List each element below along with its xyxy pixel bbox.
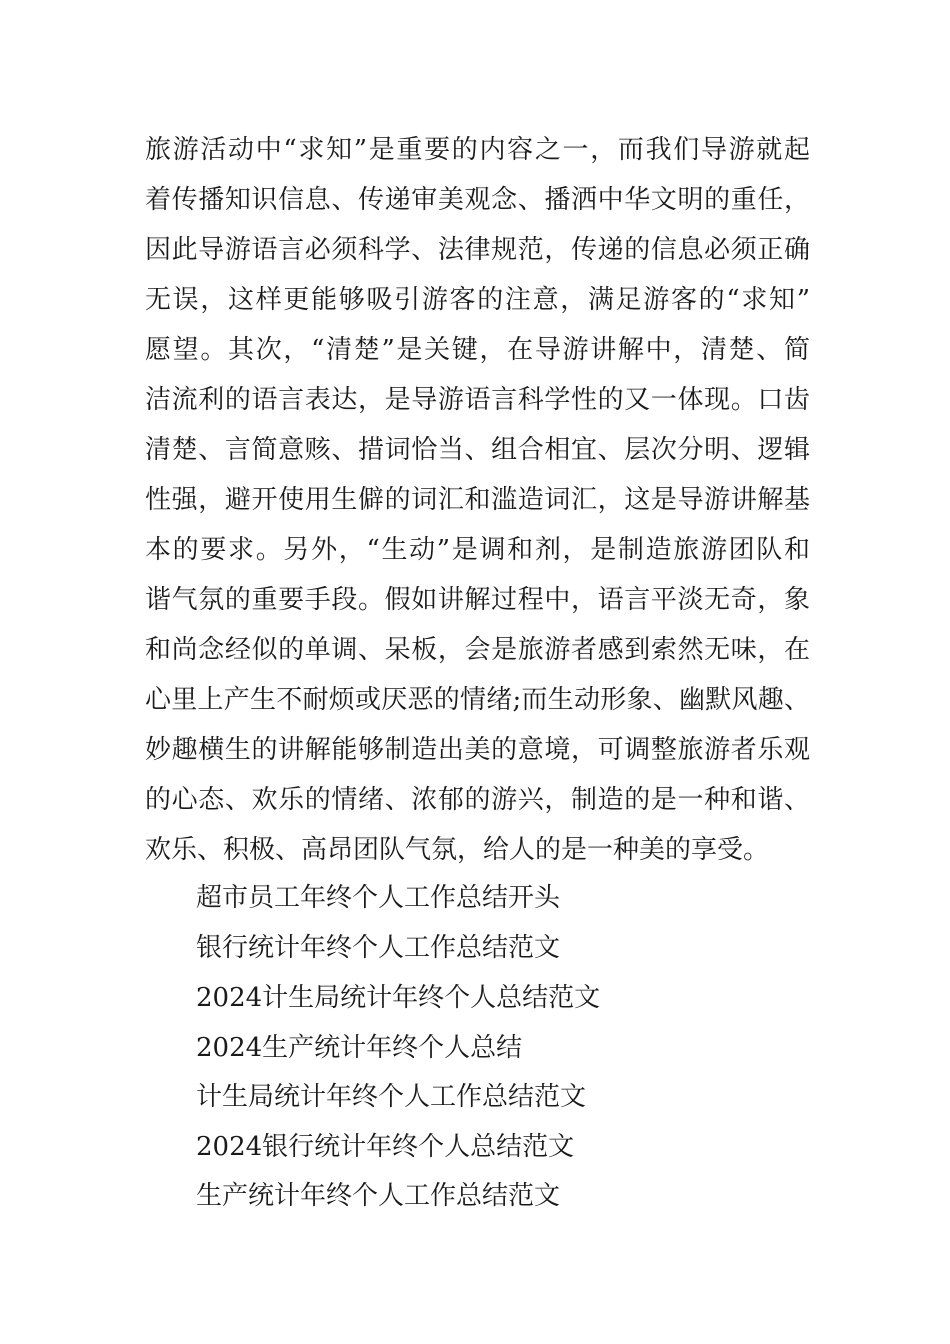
paragraph-line: 欢乐、积极、高昂团队气氛，给人的是一种美的享受。 — [145, 835, 770, 865]
related-link[interactable]: 2024生产统计年终个人总结 — [196, 1033, 523, 1063]
paragraph-line: 因此导游语言必须科学、法律规范，传递的信息必须正确 — [145, 235, 810, 265]
paragraph-line: 谐气氛的重要手段。假如讲解过程中，语言平淡无奇，象 — [145, 585, 810, 615]
related-link[interactable]: 计生局统计年终个人工作总结范文 — [196, 1082, 587, 1112]
paragraph-line: 旅游活动中“求知”是重要的内容之一，而我们导游就起 — [145, 135, 810, 165]
paragraph-line: 和尚念经似的单调、呆板，会是旅游者感到索然无味，在 — [145, 635, 810, 665]
paragraph-line: 的心态、欢乐的情绪、浓郁的游兴，制造的是一种和谐、 — [145, 785, 810, 815]
paragraph-line: 无误，这样更能够吸引游客的注意，满足游客的“求知” — [145, 285, 810, 315]
paragraph-line: 本的要求。另外，“生动”是调和剂，是制造旅游团队和 — [145, 535, 810, 565]
paragraph-line: 清楚、言简意赅、措词恰当、组合相宜、层次分明、逻辑 — [145, 435, 810, 465]
paragraph-line: 着传播知识信息、传递审美观念、播洒中华文明的重任， — [145, 185, 810, 215]
related-link[interactable]: 银行统计年终个人工作总结范文 — [196, 933, 561, 963]
related-link[interactable]: 超市员工年终个人工作总结开头 — [196, 883, 561, 913]
paragraph-line: 洁流利的语言表达，是导游语言科学性的又一体现。口齿 — [145, 385, 810, 415]
paragraph-line: 愿望。其次，“清楚”是关键，在导游讲解中，清楚、简 — [145, 335, 810, 365]
related-link[interactable]: 2024银行统计年终个人总结范文 — [196, 1132, 575, 1162]
paragraph-line: 心里上产生不耐烦或厌恶的情绪;而生动形象、幽默风趣、 — [145, 685, 810, 715]
related-link[interactable]: 生产统计年终个人工作总结范文 — [196, 1181, 561, 1211]
related-link[interactable]: 2024计生局统计年终个人总结范文 — [196, 983, 601, 1013]
paragraph-line: 性强，避开使用生僻的词汇和滥造词汇，这是导游讲解基 — [145, 485, 810, 515]
paragraph-line: 妙趣横生的讲解能够制造出美的意境，可调整旅游者乐观 — [145, 735, 810, 765]
